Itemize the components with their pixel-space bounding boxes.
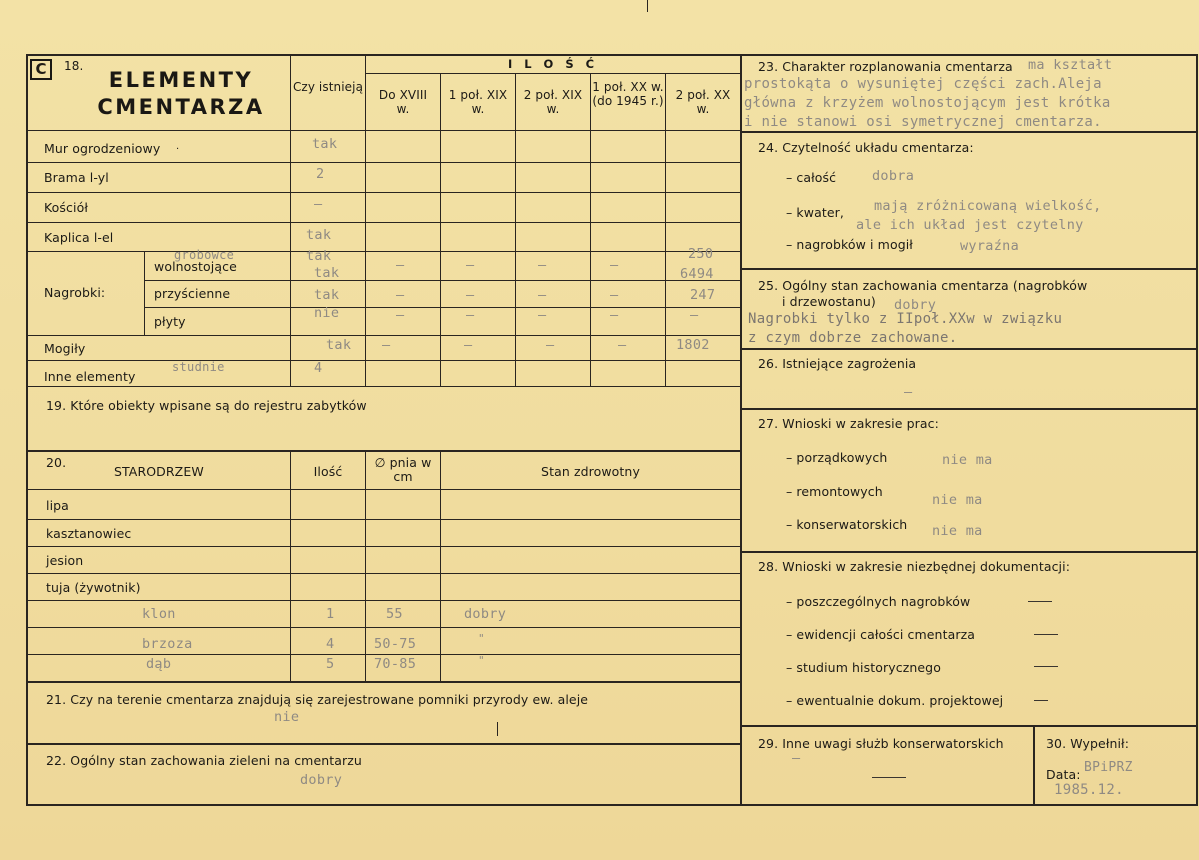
tree-typed-klon-health: dobry — [464, 606, 507, 622]
typed-fs-v5: 6494 — [680, 266, 714, 282]
col-line-p1 — [365, 56, 366, 386]
graves-divider — [144, 251, 145, 335]
typed-mounds-exists: tak — [326, 337, 352, 353]
q27-item-cleanup: – porządkowych — [786, 450, 888, 465]
q25-answer: dobry — [894, 297, 937, 313]
row-label-mounds: Mogiły — [44, 341, 86, 356]
q22-label: 22. Ogólny stan zachowania zieleni na cmentarzu — [46, 753, 362, 768]
q28-dash-3 — [1034, 666, 1058, 667]
typed-fs-v3: – — [538, 257, 547, 273]
q28-bottom — [740, 725, 1197, 727]
typed-wall-exists: tak — [312, 136, 338, 152]
typed-wg-v5: 247 — [690, 287, 716, 303]
col-line-p3 — [515, 74, 516, 386]
row-label-chapel: Kaplica l-el — [44, 230, 114, 245]
q27-answer-conservation: nie ma — [932, 523, 983, 539]
q22-answer: dobry — [300, 772, 343, 788]
tree-bottom — [26, 681, 740, 683]
typed-chapel-exists: tak — [306, 227, 332, 243]
q25-line-1: Nagrobki tylko z IIpoł.XXw w związku — [748, 311, 1063, 327]
tree-kasztanowiec: kasztanowiec — [46, 526, 132, 541]
tree-row-line — [26, 654, 740, 655]
tree-health-header: Stan zdrowotny — [541, 464, 640, 479]
tree-typed-dab: dąb — [146, 656, 172, 672]
q29-label: 29. Inne uwagi służb konserwatorskich — [758, 736, 1004, 751]
q25-label-2: i drzewostanu) — [782, 294, 876, 309]
col-line-p5 — [665, 74, 666, 386]
period-header-4: 1 poł. XX w. (do 1945 r.) — [592, 80, 664, 108]
pen-mark — [497, 722, 498, 736]
tree-tuja: tuja (żywotnik) — [46, 580, 141, 595]
typed-graves-note: grobowce — [174, 248, 235, 262]
tree-typed-brzoza: brzoza — [142, 636, 193, 652]
row-line — [144, 307, 740, 308]
q24-item-graves: – nagrobków i mogił — [786, 237, 913, 252]
tree-typed-klon-qty: 1 — [326, 606, 335, 622]
tree-lipa: lipa — [46, 498, 69, 513]
period-header-3: 2 poł. XIX w. — [523, 88, 583, 116]
typed-sl-v5: – — [690, 307, 699, 323]
typed-mo-v1: – — [382, 337, 391, 353]
q29-answer: – — [792, 750, 801, 766]
tree-row-line — [26, 600, 740, 601]
q24-answer-whole: dobra — [872, 168, 915, 184]
section-letter-box: C — [30, 59, 52, 80]
typed-gate-exists: 2 — [316, 166, 325, 182]
frame-middle — [740, 54, 742, 805]
col-line-exists — [290, 56, 291, 386]
typed-fs-v4: – — [610, 257, 619, 273]
tree-col-qty — [290, 450, 291, 681]
q29-dash — [872, 777, 906, 778]
q26-label: 26. Istniejące zagrożenia — [758, 356, 917, 371]
frame-left — [26, 54, 28, 805]
typed-wg-v3: – — [538, 287, 547, 303]
period-header-1: Do XVIII w. — [378, 88, 428, 116]
tree-typed-dab-diam: 70-85 — [374, 656, 417, 672]
q21-bottom — [26, 743, 740, 745]
q28-label: 28. Wnioski w zakresie niezbędnej dokumentacji: — [758, 559, 1071, 574]
section-number: 18. — [64, 59, 84, 73]
row-label-other: Inne elementy — [44, 369, 136, 384]
col-line-p4 — [590, 74, 591, 386]
quantity-header: I L O Ś Ć — [507, 57, 599, 71]
typed-fs-v1: – — [396, 257, 405, 273]
q25-line-2: z czym dobrze zachowane. — [748, 330, 958, 346]
typed-slabs-exists: nie — [314, 305, 340, 321]
tree-col-diam — [365, 450, 366, 681]
tree-typed-brzoza-health: " — [478, 632, 485, 645]
typed-other-exists: 4 — [314, 360, 323, 376]
q29-q30-divider — [1033, 725, 1035, 805]
q24-answer-quarters: mają zróżnicowaną wielkość, — [874, 198, 1102, 214]
tree-typed-brzoza-qty: 4 — [326, 636, 335, 652]
q23-line-3: główna z krzyżem wolnostojącym jest krótka — [744, 95, 1111, 111]
section-title-line2: CMENTARZA — [97, 95, 265, 119]
col-line-p2 — [440, 74, 441, 386]
typed-other-note: studnie — [172, 360, 225, 374]
q19-bottom — [26, 450, 740, 452]
typed-sl-v3: – — [538, 307, 547, 323]
tree-row-line — [26, 519, 740, 520]
row-line — [26, 335, 740, 336]
q30-filled-by: BPiPRZ — [1084, 760, 1133, 775]
q28-item-project: – ewentualnie dokum. projektowej — [786, 693, 1004, 708]
q24-answer-extra: ale ich układ jest czytelny — [856, 217, 1084, 233]
dot-mark: . — [176, 141, 180, 152]
typed-freestanding-exists-repeat: tak — [314, 265, 340, 281]
row-line — [26, 251, 740, 252]
q28-dash-2 — [1034, 634, 1058, 635]
tree-header: STARODRZEW — [114, 464, 204, 479]
graves-wall-label: przyścienne — [154, 286, 231, 301]
typed-sl-v4: – — [610, 307, 619, 323]
tree-typed-brzoza-diam: 50-75 — [374, 636, 417, 652]
typed-fs-v2: – — [466, 257, 475, 273]
punch-mark — [647, 0, 648, 12]
q24-bottom — [740, 268, 1197, 270]
frame-bottom — [26, 804, 1198, 806]
frame-right — [1196, 54, 1198, 805]
frame-top — [26, 54, 1198, 56]
typed-mo-v5: 1802 — [676, 337, 710, 353]
typed-wallgraves-exists: tak — [314, 287, 340, 303]
row-line — [26, 192, 740, 193]
q24-answer-graves: wyraźna — [960, 238, 1019, 254]
q30-label: 30. Wypełnił: — [1046, 736, 1130, 751]
q23-bottom — [740, 131, 1197, 133]
graves-label: Nagrobki: — [44, 285, 106, 300]
tree-jesion: jesion — [46, 553, 84, 568]
tree-typed-klon-diam: 55 — [386, 606, 403, 622]
typed-graves-note-value: 250 — [688, 246, 714, 262]
q26-bottom — [740, 408, 1197, 410]
q27-answer-repair: nie ma — [932, 492, 983, 508]
q27-answer-cleanup: nie ma — [942, 452, 993, 468]
q28-dash-1 — [1028, 601, 1052, 602]
typed-mo-v2: – — [464, 337, 473, 353]
typed-wg-v2: – — [466, 287, 475, 303]
q23-line-1: ma kształt — [1028, 57, 1113, 73]
q28-item-graves: – poszczególnych nagrobków — [786, 594, 971, 609]
tree-row-line — [26, 489, 740, 490]
tree-section-number: 20. — [46, 455, 67, 470]
q25-bottom — [740, 348, 1197, 350]
row-label-gate: Brama l-yl — [44, 170, 109, 185]
q21-answer: nie — [274, 709, 300, 725]
q27-label: 27. Wnioski w zakresie prac: — [758, 416, 939, 431]
row-label-wall: Mur ogrodzeniowy — [44, 141, 161, 156]
typed-sl-v2: – — [466, 307, 475, 323]
row-line — [26, 130, 740, 131]
section-title-line1: ELEMENTY — [108, 68, 254, 92]
q25-label-1: 25. Ogólny stan zachowania cmentarza (nagrobków — [758, 278, 1088, 293]
q26-answer: – — [904, 384, 913, 400]
graves-slabs-label: płyty — [154, 314, 186, 329]
q27-item-repair: – remontowych — [786, 484, 883, 499]
typed-sl-v1: – — [396, 307, 405, 323]
graves-freestanding-label: wolnostojące — [154, 259, 237, 274]
typed-wg-v1: – — [396, 287, 405, 303]
tree-row-line — [26, 627, 740, 628]
q27-item-conservation: – konserwatorskich — [786, 517, 908, 532]
q30-date: 1985.12. — [1054, 782, 1124, 798]
typed-church-exists: – — [314, 196, 323, 212]
tree-qty-header: Ilość — [313, 464, 343, 479]
q24-item-whole: – całość — [786, 170, 837, 185]
period-header-2: 1 poł. XIX w. — [448, 88, 508, 116]
tree-diam-header: ∅ pnia w cm — [374, 455, 432, 484]
period-header-5: 2 poł. XX w. — [675, 88, 731, 116]
quantity-header-line — [365, 73, 740, 74]
row-line — [144, 280, 740, 281]
tree-row-line — [26, 546, 740, 547]
typed-freestanding-exists: tak — [306, 248, 332, 264]
q21-label: 21. Czy na terenie cmentarza znajdują się zarejestrowane pomniki przyrody ew. aleje — [46, 692, 589, 707]
q28-dash-4 — [1034, 700, 1048, 701]
q28-item-study: – studium historycznego — [786, 660, 941, 675]
tree-row-line — [26, 573, 740, 574]
q24-item-quarters: – kwater, — [786, 205, 844, 220]
q23-line-2: prostokąta o wysuniętej części zach.Aleja — [744, 76, 1102, 92]
exists-header: Czy istnieją — [292, 80, 364, 94]
row-line — [26, 360, 740, 361]
q23-label: 23. Charakter rozplanowania cmentarza — [758, 59, 1013, 74]
q28-item-records: – ewidencji całości cmentarza — [786, 627, 975, 642]
tree-typed-klon: klon — [142, 606, 176, 622]
row-line — [26, 386, 740, 387]
q19-label: 19. Które obiekty wpisane są do rejestru zabytków — [46, 398, 367, 413]
typed-wg-v4: – — [610, 287, 619, 303]
row-label-church: Kościół — [44, 200, 88, 215]
tree-typed-dab-qty: 5 — [326, 656, 335, 672]
typed-mo-v4: – — [618, 337, 627, 353]
q24-label: 24. Czytelność układu cmentarza: — [758, 140, 974, 155]
q30-date-label: Data: — [1046, 767, 1081, 782]
q23-line-4: i nie stanowi osi symetrycznej cmentarza. — [744, 114, 1102, 130]
q27-bottom — [740, 551, 1197, 553]
row-line — [26, 222, 740, 223]
typed-mo-v3: – — [546, 337, 555, 353]
tree-col-health — [440, 450, 441, 681]
tree-typed-dab-health: " — [478, 654, 485, 667]
row-line — [26, 162, 740, 163]
